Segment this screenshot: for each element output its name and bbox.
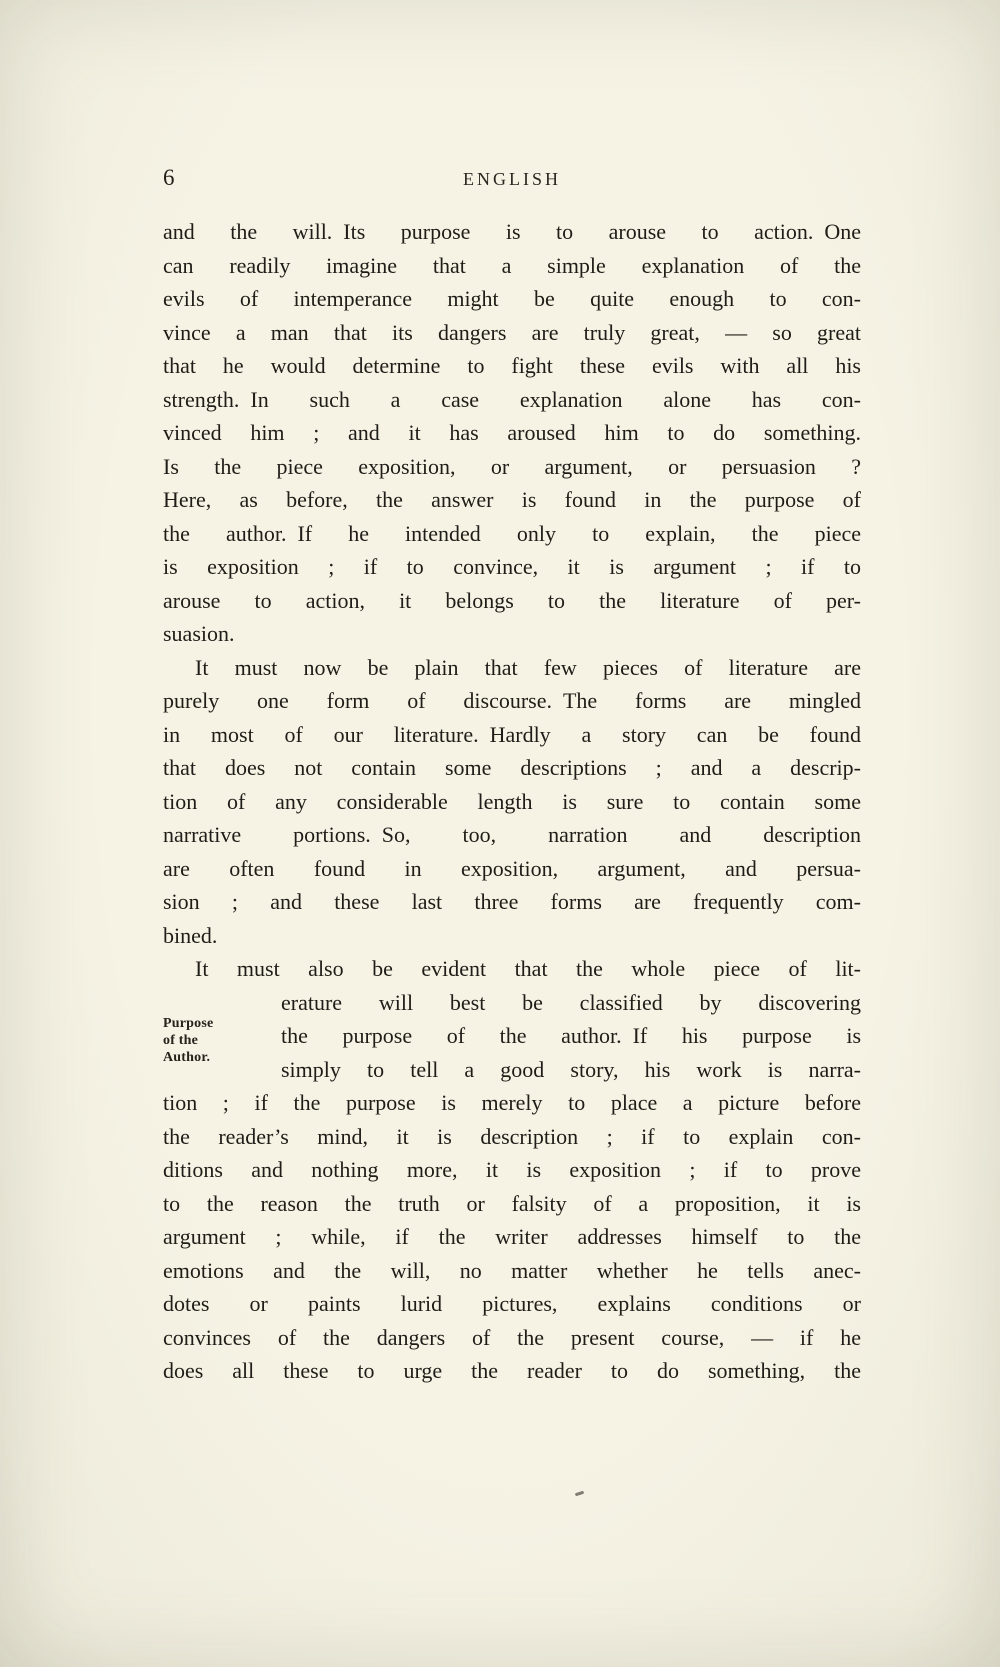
text-line: emotions and the will, no matter whether he tells anec- <box>163 1257 861 1283</box>
sidenote-line: of the <box>163 1032 199 1048</box>
text-line: the purpose of the author. If his purpose is <box>281 1023 861 1048</box>
text-line: convinces of the dangers of the present course, — if he <box>163 1324 861 1350</box>
text-line: sion ; and these last three forms are frequently com- <box>163 889 861 914</box>
text-line: argument ; while, if the writer addresses himself to the <box>163 1224 861 1249</box>
text-line: It must now be plain that few pieces of literature are <box>195 654 861 680</box>
sidenote-line: Author. <box>163 1049 211 1065</box>
sidenote-line: Purpose <box>163 1015 214 1031</box>
text-line: does all these to urge the reader to do something, the <box>163 1358 861 1383</box>
text-line: evils of intemperance might be quite enough to con- <box>163 286 861 311</box>
text-line: suasion. <box>163 621 235 646</box>
paragraph-1 <box>163 215 861 651</box>
text-line: Is the piece exposition, or argument, or persuasion ? <box>163 453 861 479</box>
text-line: vince a man that its dangers are truly great, — so great <box>163 319 861 345</box>
page-number: 6 <box>163 165 175 190</box>
text-line: strength. In such a case explanation alone has con- <box>163 386 861 412</box>
paragraph-3-first-line <box>163 952 861 986</box>
text-line: Here, as before, the answer is found in the purpose of <box>163 487 861 512</box>
text-line: tion ; if the purpose is merely to place a picture before <box>163 1090 861 1115</box>
sidenote-purpose-of-author <box>163 986 281 1087</box>
text-line: simply to tell a good story, his work is narra- <box>281 1056 861 1082</box>
text-line: dotes or paints lurid pictures, explains conditions or <box>163 1291 861 1316</box>
text-line: is exposition ; if to convince, it is argument ; if to <box>163 554 861 579</box>
text-line: in most of our literature. Hardly a story can be found <box>163 721 861 747</box>
text-line: that he would determine to fight these evils with all his <box>163 353 861 378</box>
paragraph-3-continuation <box>163 1086 861 1388</box>
text-line: to the reason the truth or falsity of a proposition, it is <box>163 1190 861 1216</box>
text-block <box>163 215 861 1388</box>
sidenote-row <box>163 986 861 1087</box>
text-line: It must also be evident that the whole piece of lit- <box>195 956 861 981</box>
text-line: arouse to action, it belongs to the literature of per- <box>163 587 861 613</box>
text-line: and the will. Its purpose is to arouse to action. One <box>163 219 861 244</box>
text-line: that does not contain some descriptions ; and a descrip- <box>163 755 861 780</box>
text-line: can readily imagine that a simple explanation of the <box>163 252 861 278</box>
text-line: vinced him ; and it has aroused him to do something. <box>163 420 861 445</box>
paragraph-3-indented-lines <box>281 986 861 1087</box>
text-line: the reader’s mind, it is description ; if to explain con- <box>163 1123 861 1149</box>
paragraph-3 <box>163 952 861 1388</box>
paragraph-2 <box>163 651 861 953</box>
text-line: purely one form of discourse. The forms are mingled <box>163 688 861 713</box>
page-header <box>163 165 861 193</box>
scan-artifact-mark <box>575 1491 584 1497</box>
text-line: tion of any considerable length is sure to contain some <box>163 788 861 814</box>
text-line: are often found in exposition, argument, and persua- <box>163 855 861 881</box>
text-line: bined. <box>163 922 218 948</box>
text-line: ditions and nothing more, it is exposition ; if to prove <box>163 1157 861 1182</box>
running-header: ENGLISH <box>463 169 561 189</box>
text-line: the author. If he intended only to explain, the piece <box>163 520 861 546</box>
text-line: narrative portions. So, too, narration and description <box>163 822 861 847</box>
text-line: erature will best be classified by discovering <box>281 989 861 1015</box>
